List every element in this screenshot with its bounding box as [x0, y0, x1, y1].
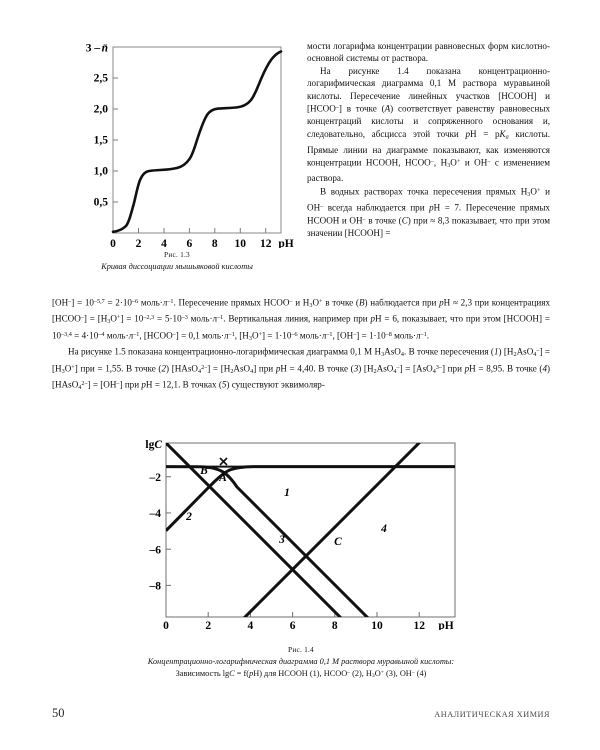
t1: На рисунке 1.4 показана концентрационно-логарифмическая диаграмма 0,1 М раствора муравьиной кислоты. Пересечение линейных участков [HCOOH] и [HCOO: [307, 65, 550, 114]
t11: и OH: [460, 157, 488, 168]
figure-1-3-plot: [58, 36, 296, 248]
curve-hcoo-minus: [166, 467, 455, 531]
c25: H = 12,1. В точках (: [145, 379, 222, 390]
b41: ] = 1·10: [356, 330, 386, 341]
fig13-ytick-1-0: 1,0: [93, 165, 108, 178]
fig13-y-axis-label: 3 – n̄: [85, 42, 108, 55]
t8: кислоты. Прямые линии на диаграмме показывают, как изменяются концентрации HCOOH, HCOO: [307, 128, 550, 168]
fig14-xtick-0: 0: [163, 620, 169, 630]
t17: p: [429, 202, 434, 213]
fig14-xtick-12: 12: [413, 620, 425, 630]
fig14-xtick-4: 4: [247, 620, 254, 630]
b24: p: [370, 314, 375, 324]
b40: , [OH: [332, 330, 354, 341]
log-concentration-diagram-svg: [130, 430, 470, 630]
c8: ] при = 1,55. В точке (: [74, 363, 162, 374]
fig13-ytick-2-5: 2,5: [93, 72, 108, 85]
t7: a: [505, 133, 509, 141]
c6: ] = [H: [52, 346, 550, 374]
b19: = 5·10: [154, 314, 182, 324]
figure-1-4-caption-line2: Зависимость lgC = f(pH) для HCOOH (1), HCOO– (2), $H_3O^+$ (3), OH– (4): [175, 668, 427, 680]
point-c-ref: C: [401, 215, 408, 226]
paragraph-continuation: мости логарифма концентрации равновесных форм кислотно-основной системы от раствора.: [307, 41, 550, 64]
b38: моль·л: [297, 330, 327, 341]
fig14-ytick-minus6: –6: [149, 544, 161, 557]
c14: H = 4,40. В точке (: [280, 363, 354, 374]
figure-1-4-number: Рис. 1.4: [288, 645, 314, 654]
b2: ] = 10: [71, 297, 94, 308]
t13: В водных растворах точка пересечения прямых H: [320, 186, 528, 197]
fig13-ytick-1-5: 1,5: [93, 134, 108, 147]
b9: и H: [292, 297, 310, 308]
figure-1-4-caption-block: [52, 645, 550, 680]
fig13-xtick-8: 8: [211, 238, 218, 248]
label-curve-3: 3: [279, 534, 285, 546]
b18: –2,3: [143, 314, 155, 322]
b36: ] = 1·10: [262, 330, 292, 341]
fig14-ytick-minus8: –8: [149, 580, 161, 593]
figure-1-4: [130, 430, 470, 630]
b11: в точке (: [322, 297, 359, 308]
b12: ) наблюдается при: [364, 297, 440, 308]
b30: –1: [133, 330, 140, 338]
c10: ] = [H: [207, 363, 231, 374]
fig14-ytick-minus4: –4: [149, 508, 161, 521]
marker-x-icon: [220, 458, 227, 465]
b7: –1: [167, 298, 174, 305]
t19: в точке (: [365, 215, 402, 226]
t16: всегда наблюдается при: [323, 202, 430, 213]
c12: ] при: [253, 363, 276, 374]
fig14-xtick-8: 8: [331, 620, 338, 630]
curve-hcooh: [166, 467, 455, 630]
fig13-xtick-10: 10: [234, 238, 247, 248]
b43: моль·л: [391, 330, 421, 341]
t6: K: [499, 128, 506, 139]
fig14-xtick-10: 10: [371, 620, 383, 630]
point-4-ref: 4: [542, 363, 547, 374]
c19: p: [464, 363, 470, 374]
c23: ] при: [119, 379, 142, 390]
b14: H ≈ 2,3 при концентрациях [HCOO: [52, 297, 550, 324]
b23: . Вертикальная линия, например при: [223, 314, 371, 324]
b44: –1: [420, 330, 427, 338]
fig14-y-axis-label: lgC: [145, 439, 162, 451]
c11: AsO: [233, 363, 251, 374]
point-3-ref: 3: [353, 363, 359, 374]
fig14-ytick-minus2: –2: [149, 472, 161, 484]
b10: O: [312, 297, 320, 308]
b39: –1: [326, 330, 333, 338]
label-point-c: C: [334, 536, 342, 548]
c21: ) [HAsO: [52, 363, 551, 390]
dissociation-curve-path: [113, 52, 281, 232]
c5: AsO: [516, 346, 534, 357]
figure-1-4-plot: [130, 430, 470, 630]
c9: ) [HAsO: [166, 363, 198, 374]
t2: ] в точке (: [338, 103, 385, 114]
c2: AsO: [384, 346, 401, 357]
b16: O: [110, 314, 117, 324]
running-title: АНАЛИТИЧЕСКАЯ ХИМИЯ: [434, 710, 550, 719]
fig13-xtick-4: 4: [161, 238, 167, 248]
c7: O: [64, 363, 72, 374]
c16: AsO: [376, 363, 394, 374]
x-tick-marks: [139, 228, 266, 233]
fig13-ytick-0-5: 0,5: [93, 196, 108, 209]
curve-oh-minus: [166, 430, 455, 630]
point-b-ref: B: [358, 297, 365, 308]
b32: ] = 0,1 моль·л: [175, 330, 229, 341]
c3: . В точке пересечения (: [403, 346, 494, 357]
figure-1-4-caption-line1: Концентрационно-логарифмическая диаграмма 0,1 М раствора муравьиной кислоты:: [147, 657, 455, 666]
label-curve-1: 1: [284, 487, 290, 499]
label-point-b: B: [200, 465, 208, 477]
fig13-xtick-12: 12: [259, 238, 272, 248]
fig13-xtick-0: 0: [110, 238, 116, 248]
b1: [OH: [52, 297, 69, 308]
b27: = 4·10: [71, 330, 99, 341]
figure-1-3-number: Рис. 1.3: [164, 250, 190, 259]
b31: , [HCOO: [139, 330, 173, 341]
paragraph-fig14-intro: На рисунке 1.4 показана концентрационно-логарифмическая диаграмма 0,1 М раствора муравьиной кислоты. Пересечение линейных участков [HCOOH] и [HCOO–] в точке (A) соответствует равенству равновесных концентраций кислоты и сопряженного основания и, следовательно, абсцисса этой точки pH = $pK_a$ кислоты. Прямые линии на диаграмме показывают, как изменяются концентрации HCOOH, HCOO–, $H_3O^+$ и OH– с изменением раствора.: [307, 65, 550, 184]
figure-1-3-caption: Кривая диссоциации мышьяковой кислоты: [101, 262, 253, 271]
x-tick-marks: [208, 612, 419, 617]
t14: O: [530, 186, 537, 197]
b21: моль·л: [187, 314, 218, 324]
fig14-x-axis-label: pH: [438, 620, 454, 630]
t12: с изменением раствора.: [307, 157, 550, 184]
c1: На рисунке 1.5 показана концентрационно-логарифмическая диаграмма 0,1 М H: [68, 346, 382, 357]
b33: –1: [228, 330, 235, 338]
point-a-ref: A: [384, 103, 391, 114]
label-point-a: A: [219, 472, 227, 484]
t3: ) соответствует равенству равновесных концентраций кислоты и сопряженного основания и, следовательно, абсцисса этой точки: [307, 103, 550, 139]
t15: и OH: [307, 186, 551, 213]
b6: моль·л: [138, 297, 168, 308]
fig14-xtick-6: 6: [289, 620, 296, 630]
t9: , H: [433, 157, 448, 168]
b20: –3: [181, 314, 188, 322]
point-5-ref: 5: [221, 379, 227, 390]
b26: –3,4: [61, 330, 72, 338]
b13: p: [439, 297, 444, 308]
b25: H = 6, показывает, что при этом [HCOOH] = 10: [52, 314, 550, 341]
figure-1-3: [58, 36, 296, 272]
t20: ) при ≈ 8,3 показывает, что при этом значении [HCOOH] =: [307, 215, 550, 239]
c18: ] при: [441, 363, 465, 374]
fig13-xtick-6: 6: [186, 238, 193, 248]
b45: .: [426, 330, 429, 341]
c17: ] = [AsO: [399, 363, 433, 374]
fig13-ytick-2-0: 2,0: [93, 103, 108, 116]
c22: ] = [OH: [87, 379, 117, 390]
b34: , [H: [234, 330, 249, 341]
right-text-column: [307, 40, 550, 240]
b17: ] = 10: [120, 314, 144, 324]
t18: H = 7. Пересечение прямых HCOOH и OH: [307, 202, 550, 226]
paragraph-fig15-intro: На рисунке 1.5 показана концентрационно-логарифмическая диаграмма 0,1 М $H_3AsO_4$. В точке пересечения (1) $[H_2AsO_4^-] = [H_3O^+]$ при = 1,55. В точке (2) [HAsO$_4^{2-}$] = $[H_2AsO_4]$ при pH = 4,40. В точке (3) $[H_2AsO_4^-] = [AsO_4^{3-}]$ при pH = 8,95. В точке (4) [HAsO$_4^{2-}$] = [OH–] при pH = 12,1. В точках (5) существуют эквимоляр-: [52, 346, 551, 391]
curve-h3o-plus: [166, 443, 455, 630]
b22: –1: [217, 314, 224, 322]
c15: ) [H: [358, 363, 374, 374]
c20: H = 8,95. В точке (: [469, 363, 543, 374]
b3: –5,7: [93, 298, 105, 305]
b15: ] = [H: [83, 314, 108, 324]
t4: p: [465, 128, 470, 139]
t10: O: [450, 157, 457, 168]
b5: –6: [131, 298, 139, 305]
label-curve-4: 4: [381, 523, 387, 535]
b42: –8: [385, 330, 392, 338]
page-number: 50: [52, 706, 65, 720]
b8: . Пересечение прямых HCOO: [173, 297, 290, 308]
top-zone: [0, 0, 600, 296]
c26: ) существуют эквимоляр-: [226, 379, 325, 390]
b37: –6: [291, 330, 298, 338]
c13: p: [275, 363, 281, 374]
b29: моль·л: [104, 330, 134, 341]
c24: p: [141, 379, 146, 390]
b28: –4: [98, 330, 105, 338]
fig14-xtick-2: 2: [205, 620, 212, 630]
fig13-x-axis-label: pH: [278, 238, 294, 248]
b35: O: [251, 330, 259, 341]
t5: H = p: [470, 128, 500, 139]
fig13-xtick-2: 2: [135, 238, 142, 248]
paragraph-water-intersection: В водных растворах точка пересечения прямых $H_3O^+$ и OH– всегда наблюдается при pH = 7. Пересечение прямых HCOOH и OH– в точке (C) при ≈ 8,3 показывает, что при этом значении [HCOOH] =: [307, 186, 551, 239]
c4: ) [H: [498, 346, 514, 357]
page-footer: [52, 706, 550, 724]
point-2-ref: 2: [161, 363, 166, 374]
b4: = 2·10: [104, 297, 132, 308]
paragraph-concentrations: $[OH^-] = 10^{-5,7} = 2\cdot 10^{-6}$ $моль\cdot л^{-1}$. Пересечение прямых HCOO– и $H_3O^+$ в точке (B) наблюдается при pH ≈ 2,3 при концентрациях [HCOO–] = $[H_3O^+] = 10^{-2,3} = 5\cdot 10^{-3}$ $моль\cdot л^{-1}$. Вертикальная линия, например при pH = 6, показывает, что при этом [HCOOH] = $10^{-3,4} = 4\cdot 10^{-4}$ $моль\cdot л^{-1}$, [HCOO–] = 0,1 $моль\cdot л^{-1}$, $[H_3O^+] = 1\cdot 10^{-6}$ $моль\cdot л^{-1}$, $[OH^-] = 1\cdot 10^{-8}$ $моль\cdot л^{-1}$.: [52, 297, 550, 342]
dissociation-curve-svg: [58, 36, 296, 248]
label-curve-2: 2: [186, 511, 192, 523]
point-1-ref: 1: [493, 346, 499, 357]
y-tick-marks: [113, 78, 118, 202]
body-text-block: [52, 296, 550, 394]
